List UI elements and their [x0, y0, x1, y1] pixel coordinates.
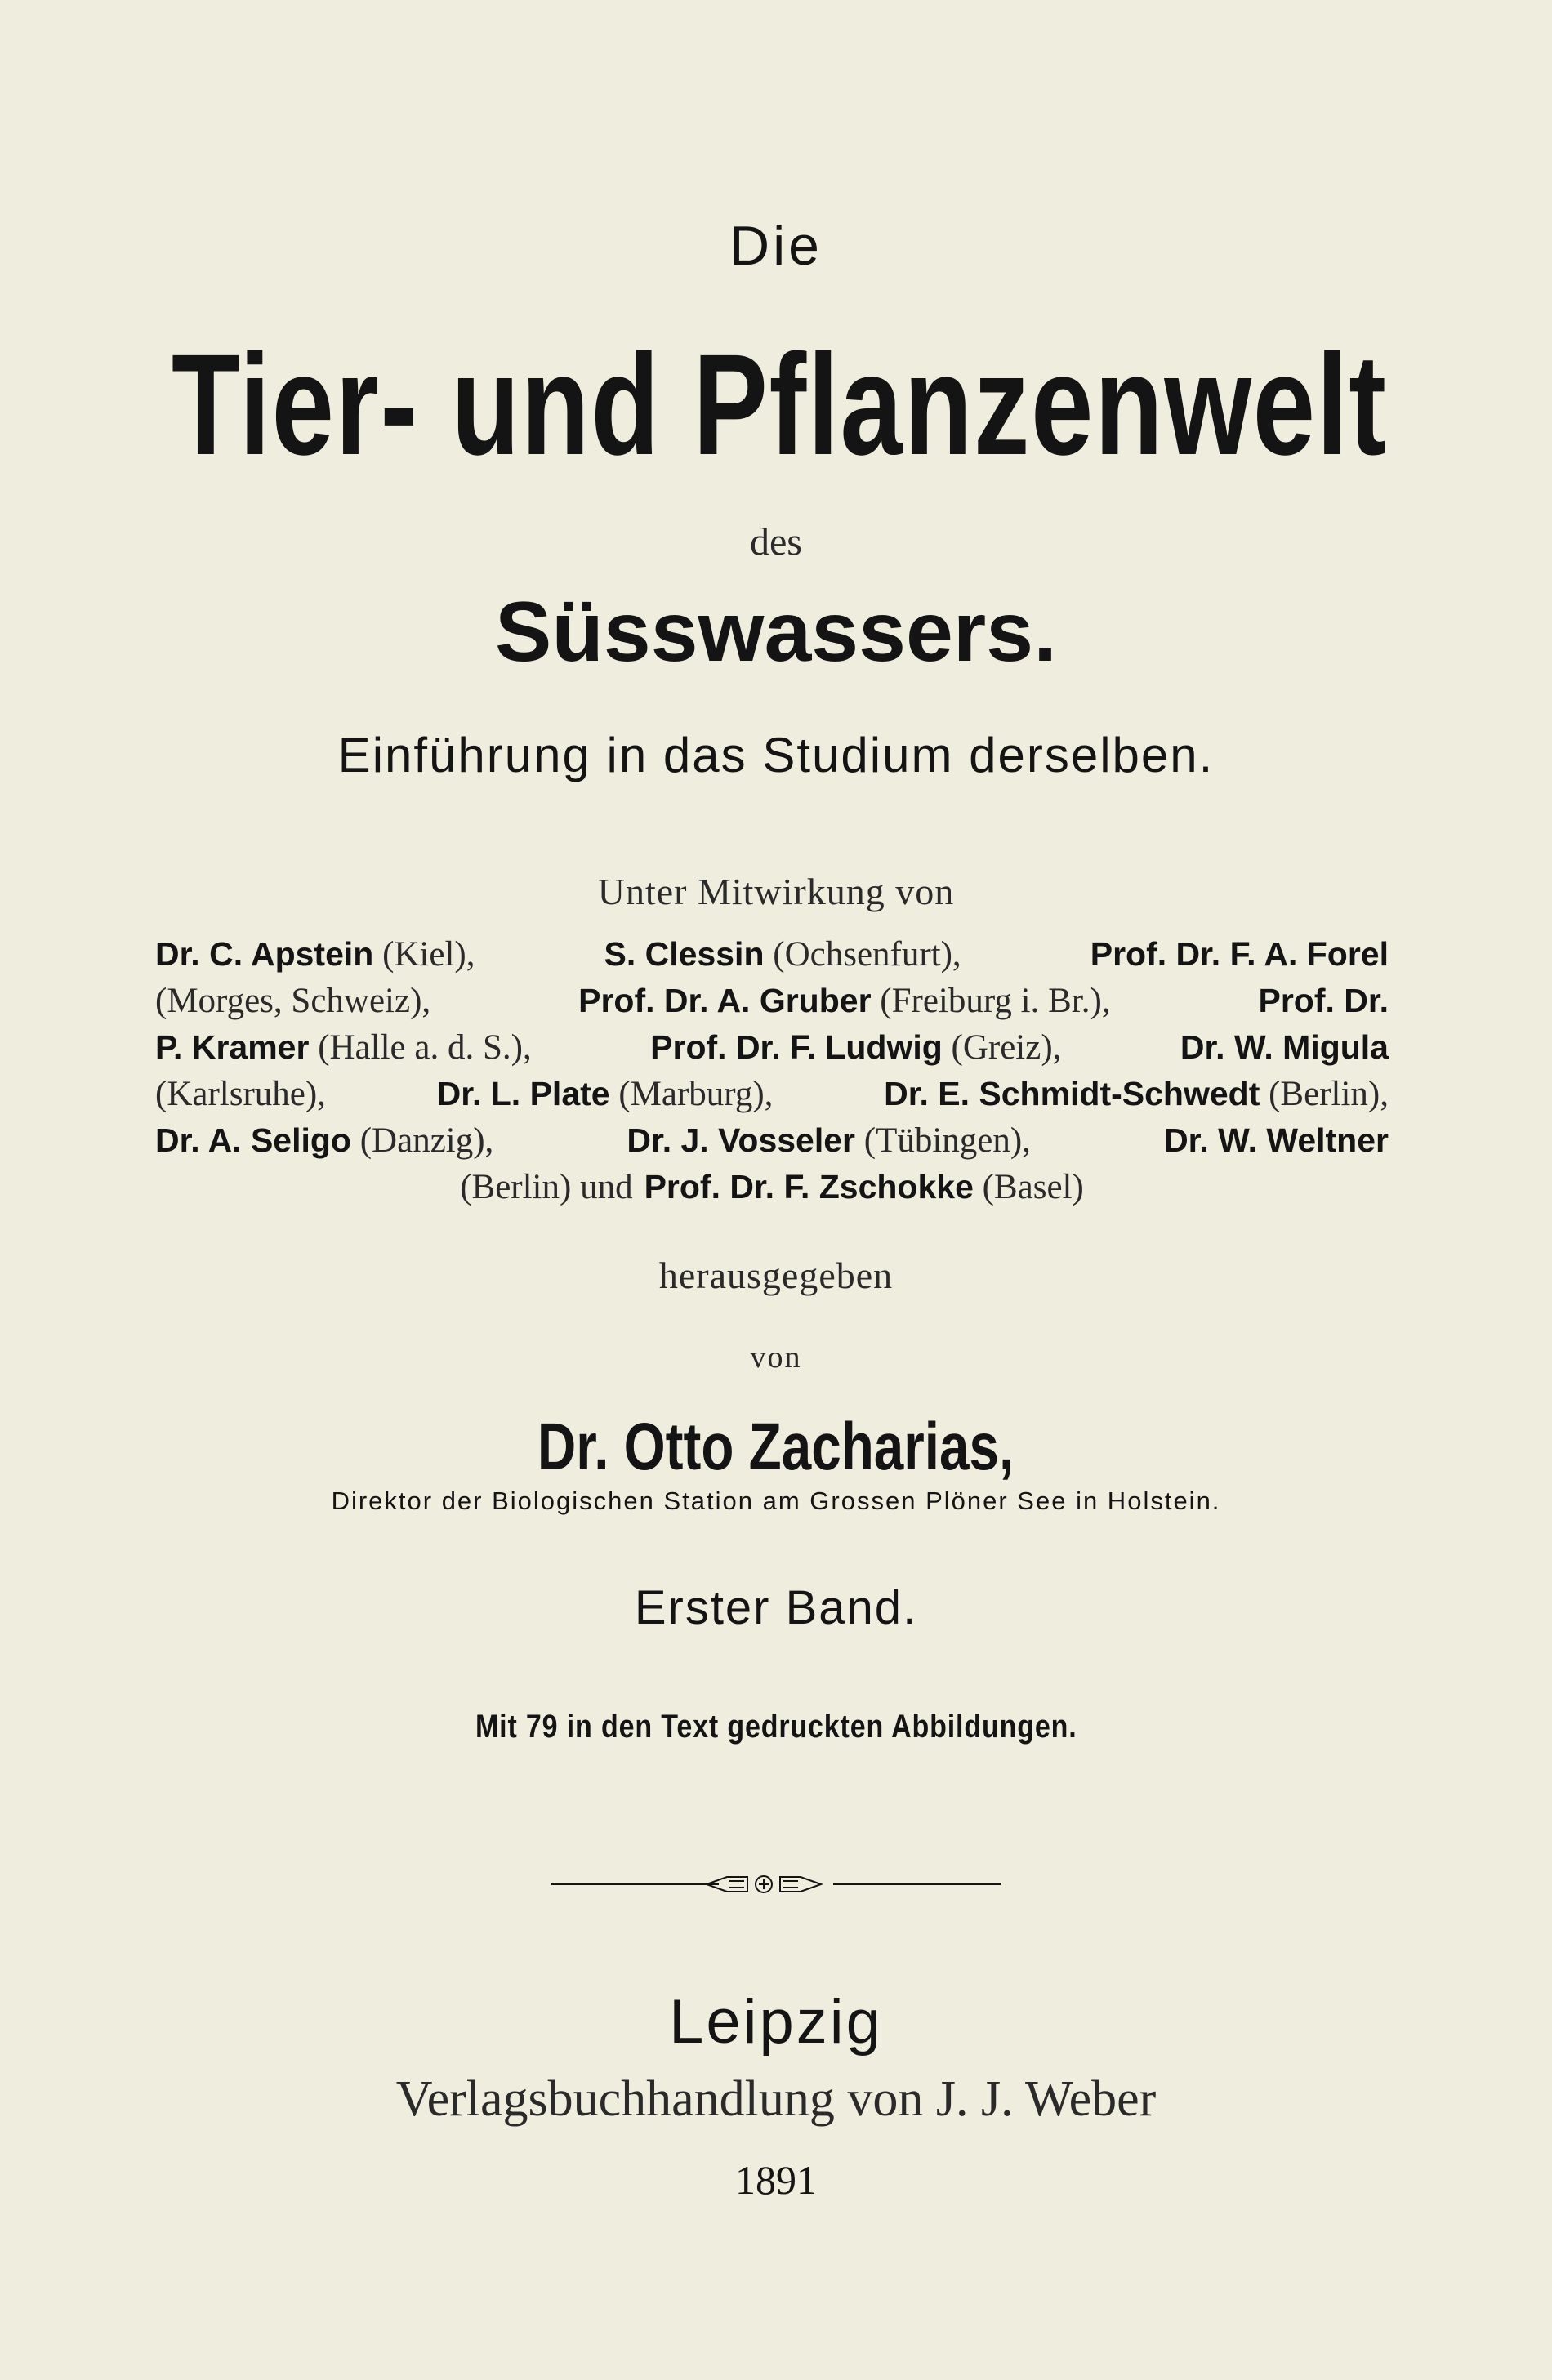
contributor: (Berlin) und [460, 1168, 633, 1206]
city: Leipzig [669, 1987, 883, 2057]
article-die: Die [729, 215, 823, 277]
contributor-line [155, 1071, 1389, 1117]
edited-by: herausgegeben [658, 1255, 894, 1296]
collaboration-intro: Unter Mitwirkung von [597, 871, 955, 912]
publisher: Verlagsbuchhandlung von J. J. Weber [395, 2071, 1157, 2127]
contributor: Dr. W. Weltner [1164, 1121, 1389, 1159]
contributor: Prof. Dr. [1258, 982, 1389, 1019]
publication-year: 1891 [735, 2157, 817, 2203]
main-title-text: Tier- und Pflanzenwelt [171, 325, 1388, 485]
contributor: Prof. Dr. F. A. Forel [1090, 935, 1389, 973]
main-title [0, 323, 1552, 488]
volume-label: Erster Band. [634, 1581, 918, 1634]
contributor-line [155, 1117, 1389, 1164]
contributor: Dr. J. Vosseler (Tübingen), [627, 1121, 1031, 1160]
subject-title: Süsswassers. [494, 585, 1058, 680]
editor-name: Dr. Otto Zacharias, [537, 1410, 1015, 1484]
contributor: S. Clessin (Ochsenfurt), [604, 935, 961, 974]
contributor-line [155, 931, 1389, 978]
contributor: Dr. L. Plate (Marburg), [436, 1075, 774, 1113]
editor-title: Direktor der Biologischen Station am Grossen Plöner See in Holstein. [331, 1486, 1221, 1515]
contributor: P. Kramer (Halle a. d. S.), [155, 1028, 532, 1067]
contributor: Dr. A. Seligo (Danzig), [155, 1121, 494, 1160]
contributor-line [155, 1164, 1389, 1210]
contributor: Prof. Dr. F. Ludwig (Greiz), [650, 1028, 1062, 1067]
contributor: Prof. Dr. A. Gruber (Freiburg i. Br.), [578, 982, 1111, 1020]
illustrations-note: Mit 79 in den Text gedruckten Abbildungen. [475, 1709, 1077, 1745]
ornamental-rule-icon [551, 1872, 1001, 1896]
contributor: Dr. W. Migula [1180, 1028, 1389, 1066]
subtitle: Einführung in das Studium derselben. [337, 728, 1215, 782]
contributor-line [155, 1024, 1389, 1071]
article-des: des [750, 520, 802, 564]
contributor: (Karlsruhe), [155, 1075, 326, 1113]
contributor-line [155, 978, 1389, 1024]
contributor: (Morges, Schweiz), [155, 982, 431, 1020]
von: von [750, 1340, 802, 1375]
contributor: Dr. C. Apstein (Kiel), [155, 935, 475, 974]
contributors-block [155, 931, 1389, 1210]
contributor: Dr. E. Schmidt-Schwedt (Berlin), [884, 1075, 1389, 1113]
contributor: Prof. Dr. F. Zschokke (Basel) [644, 1168, 1084, 1206]
